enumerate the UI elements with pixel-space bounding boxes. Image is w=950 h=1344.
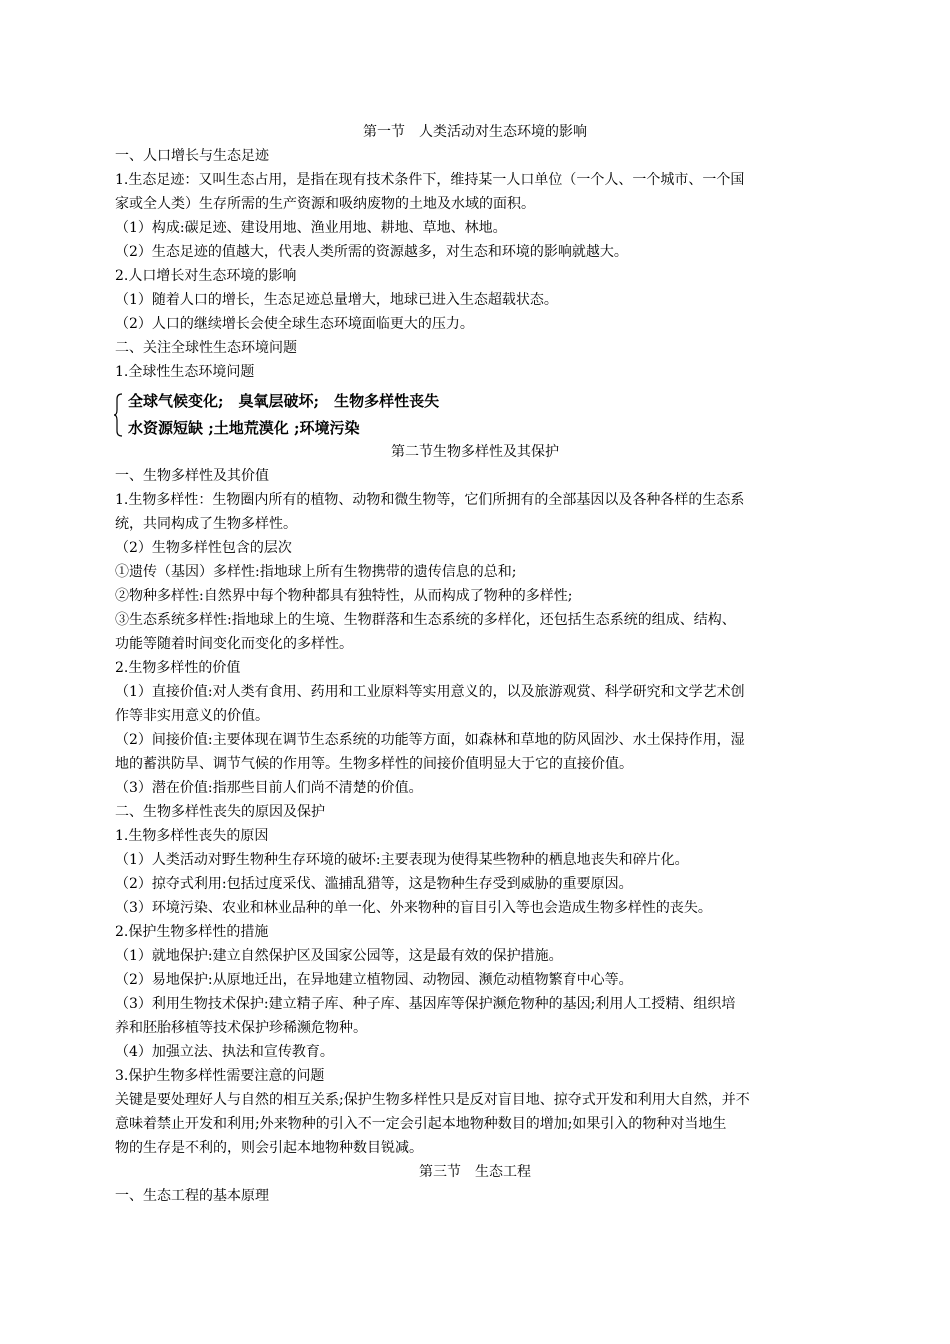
paragraph-line: （3）环境污染、农业和林业品种的单一化、外来物种的盲目引入等也会造成生物多样性的丧失。 — [115, 900, 712, 916]
paragraph-line: （2）生态足迹的值越大，代表人类所需的资源越多，对生态和环境的影响就越大。 — [115, 244, 628, 260]
paragraph-line: （2）掠夺式利用:包括过度采伐、滥捕乱猎等，这是物种生存受到威胁的重要原因。 — [115, 876, 633, 892]
paragraph-line: ②物种多样性:自然界中每个物种都具有独特性，从而构成了物种的多样性; — [115, 588, 573, 604]
paragraph-line: （2）人口的继续增长会使全球生态环境面临更大的压力。 — [115, 316, 474, 332]
paragraph-line: 1.生物多样性：生物圈内所有的植物、动物和微生物等，它们所拥有的全部基因以及各种各样的生态系 — [115, 492, 745, 508]
paragraph-line: 作等非实用意义的价值。 — [115, 708, 269, 724]
brace-item: 全球气候变化; 臭氧层破坏; 生物多样性丧失 — [128, 392, 440, 410]
heading: 一、生物多样性及其价值 — [115, 468, 269, 484]
paragraph-line: 功能等随着时间变化而变化的多样性。 — [115, 636, 353, 652]
paragraph-line: （2）生物多样性包含的层次 — [115, 540, 292, 556]
paragraph-line: 1.生态足迹：又叫生态占用，是指在现有技术条件下，维持某一人口单位（一个人、一个城市、一个国 — [115, 172, 745, 188]
paragraph-line: 养和胚胎移植等技术保护珍稀濒危物种。 — [115, 1020, 367, 1036]
paragraph-line: （3）利用生物技术保护:建立精子库、种子库、基因库等保护濒危物种的基因;利用人工授精、组织培 — [115, 996, 736, 1012]
subheading: 1.生物多样性丧失的原因 — [115, 828, 269, 844]
subheading: 2.保护生物多样性的措施 — [115, 924, 269, 940]
paragraph-line: （4）加强立法、执法和宣传教育。 — [115, 1044, 334, 1060]
heading: 一、生态工程的基本原理 — [115, 1188, 269, 1204]
paragraph-line: （1）直接价值:对人类有食用、药用和工业原料等实用意义的，以及旅游观赏、科学研究和文学艺术创 — [115, 684, 745, 700]
paragraph-line: （1）就地保护:建立自然保护区及国家公园等，这是最有效的保护措施。 — [115, 948, 563, 964]
section-title-2: 第二节生物多样性及其保护 — [391, 444, 559, 460]
paragraph-line: （2）易地保护:从原地迁出，在异地建立植物园、动物园、濒危动植物繁育中心等。 — [115, 972, 633, 988]
subheading: 3.保护生物多样性需要注意的问题 — [115, 1068, 325, 1084]
paragraph-line: （1）构成:碳足迹、建设用地、渔业用地、耕地、草地、林地。 — [115, 220, 507, 236]
paragraph-line: 地的蓄洪防旱、调节气候的作用等。生物多样性的间接价值明显大于它的直接价值。 — [115, 756, 633, 772]
heading: 一、人口增长与生态足迹 — [115, 148, 269, 164]
section-title-1: 第一节 人类活动对生态环境的影响 — [363, 124, 587, 140]
subheading: 1.全球性生态环境问题 — [115, 364, 255, 380]
heading: 二、生物多样性丧失的原因及保护 — [115, 804, 325, 820]
paragraph-line: 统，共同构成了生物多样性。 — [115, 516, 297, 532]
heading: 二、关注全球性生态环境问题 — [115, 340, 297, 356]
paragraph-line: 关键是要处理好人与自然的相互关系;保护生物多样性只是反对盲目地、掠夺式开发和利用大自然，并不 — [115, 1092, 750, 1108]
paragraph-line: ③生态系统多样性:指地球上的生境、生物群落和生态系统的多样化，还包括生态系统的组成、结构、 — [115, 612, 736, 628]
brace-item: 水资源短缺 ;土地荒漠化 ;环境污染 — [128, 419, 360, 437]
section-title-3: 第三节 生态工程 — [419, 1164, 531, 1180]
subheading: 2.生物多样性的价值 — [115, 660, 241, 676]
paragraph-line: （2）间接价值:主要体现在调节生态系统的功能等方面，如森林和草地的防风固沙、水土保持作用，湿 — [115, 732, 745, 748]
paragraph-line: （3）潜在价值:指那些目前人们尚不清楚的价值。 — [115, 780, 423, 796]
left-brace-icon — [113, 393, 123, 437]
paragraph-line: 家或全人类）生存所需的生产资源和吸纳废物的土地及水域的面积。 — [115, 196, 535, 212]
paragraph-line: ①遗传（基因）多样性:指地球上所有生物携带的遗传信息的总和; — [115, 564, 517, 580]
paragraph-line: （1）随着人口的增长，生态足迹总量增大，地球已进入生态超载状态。 — [115, 292, 558, 308]
paragraph-line: （1）人类活动对野生物种生存环境的破坏:主要表现为使得某些物种的栖息地丧失和碎片化。 — [115, 852, 689, 868]
subheading: 2.人口增长对生态环境的影响 — [115, 268, 297, 284]
paragraph-line: 意味着禁止开发和利用;外来物种的引入不一定会引起本地物种数目的增加;如果引入的物种对当地生 — [115, 1116, 727, 1132]
paragraph-line: 物的生存是不利的，则会引起本地物种数目锐减。 — [115, 1140, 423, 1156]
